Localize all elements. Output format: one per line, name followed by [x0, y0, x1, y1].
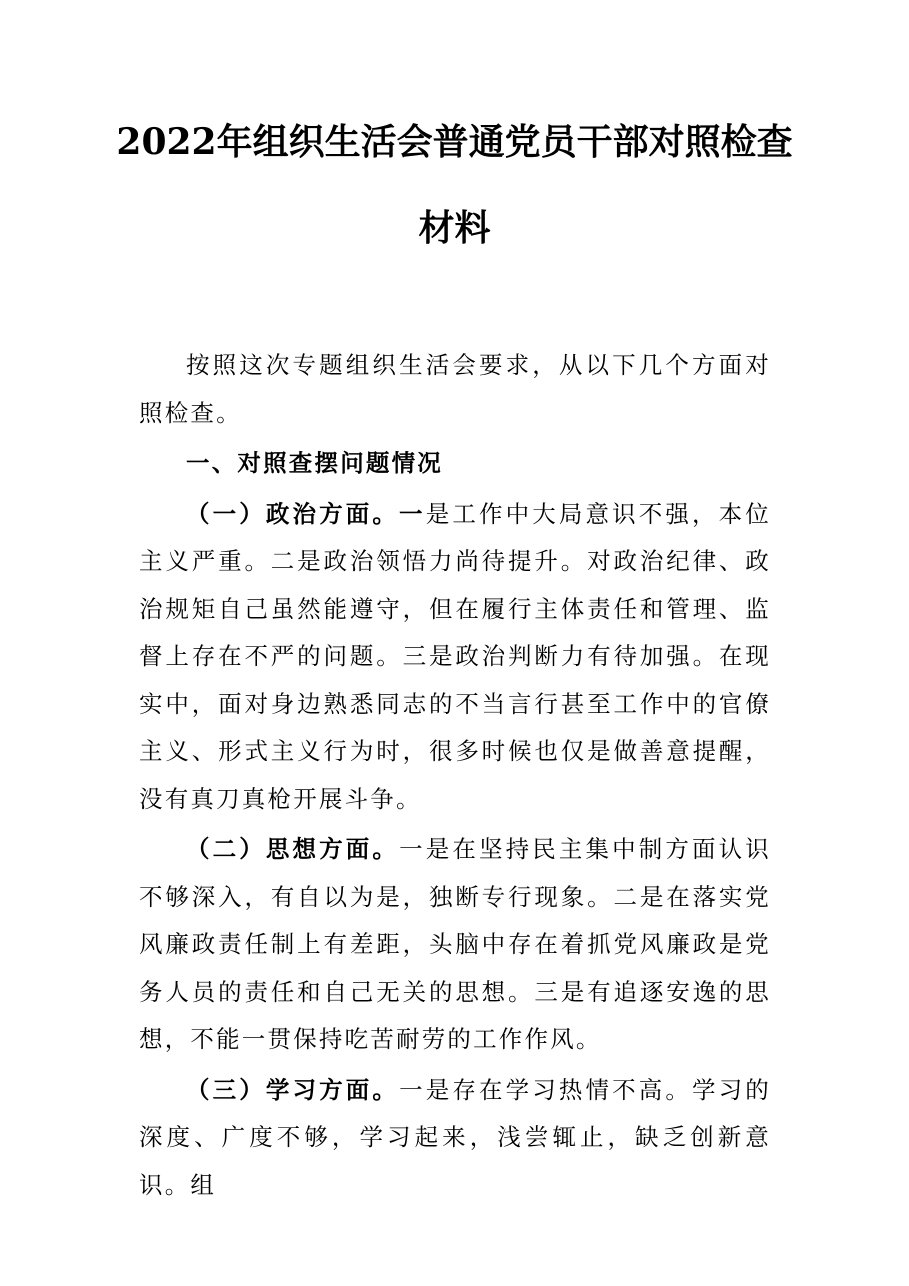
paragraph-lead: （一）政治方面。一 [186, 499, 426, 528]
paragraph-lead: （三）学习方面。 [186, 1075, 400, 1104]
paragraph-lead: （二）思想方面。 [186, 835, 400, 863]
section-heading: 一、对照查摆问题情况 [186, 449, 443, 477]
document-body [139, 342, 771, 1209]
paragraph-political [139, 491, 771, 824]
paragraph-text: 一是在坚持民主集中制方面认识不够深入，有自以为是，独断专行现象。二是在落实党风廉政责任制上有差距，头脑中存在着抓党风廉政是党务人员的责任和自己无关的思想。三是有追逐安逸的思想，不能一贯保持吃苦耐劳的工作作风。 [139, 835, 771, 1053]
paragraph-text: 是工作中大局意识不强，本位主义严重。二是政治领悟力尚待提升。对政治纪律、政治规矩自己虽然能遵守，但在履行主体责任和管理、监督上存在不严的问题。三是政治判断力有待加强。在现实中，面对身边熟悉同志的不当言行甚至工作中的官僚主义、形式主义行为时，很多时候也仅是做善意提醒，没有真刀真枪开展斗争。 [139, 499, 771, 813]
document-title-line-1: 2022年组织生活会普通党员干部对照检查 [116, 121, 793, 163]
intro-paragraph: 按照这次专题组织生活会要求，从以下几个方面对照检查。 [139, 351, 771, 427]
paragraph-ideology [139, 826, 771, 1064]
paragraph-text: 一是存在学习热情不高。学习的深度、广度不够，学习起来，浅尝辄止，缺乏创新意识。组 [139, 1075, 771, 1199]
paragraph-study [139, 1067, 771, 1210]
document-title-line-2: 材料 [418, 207, 491, 249]
